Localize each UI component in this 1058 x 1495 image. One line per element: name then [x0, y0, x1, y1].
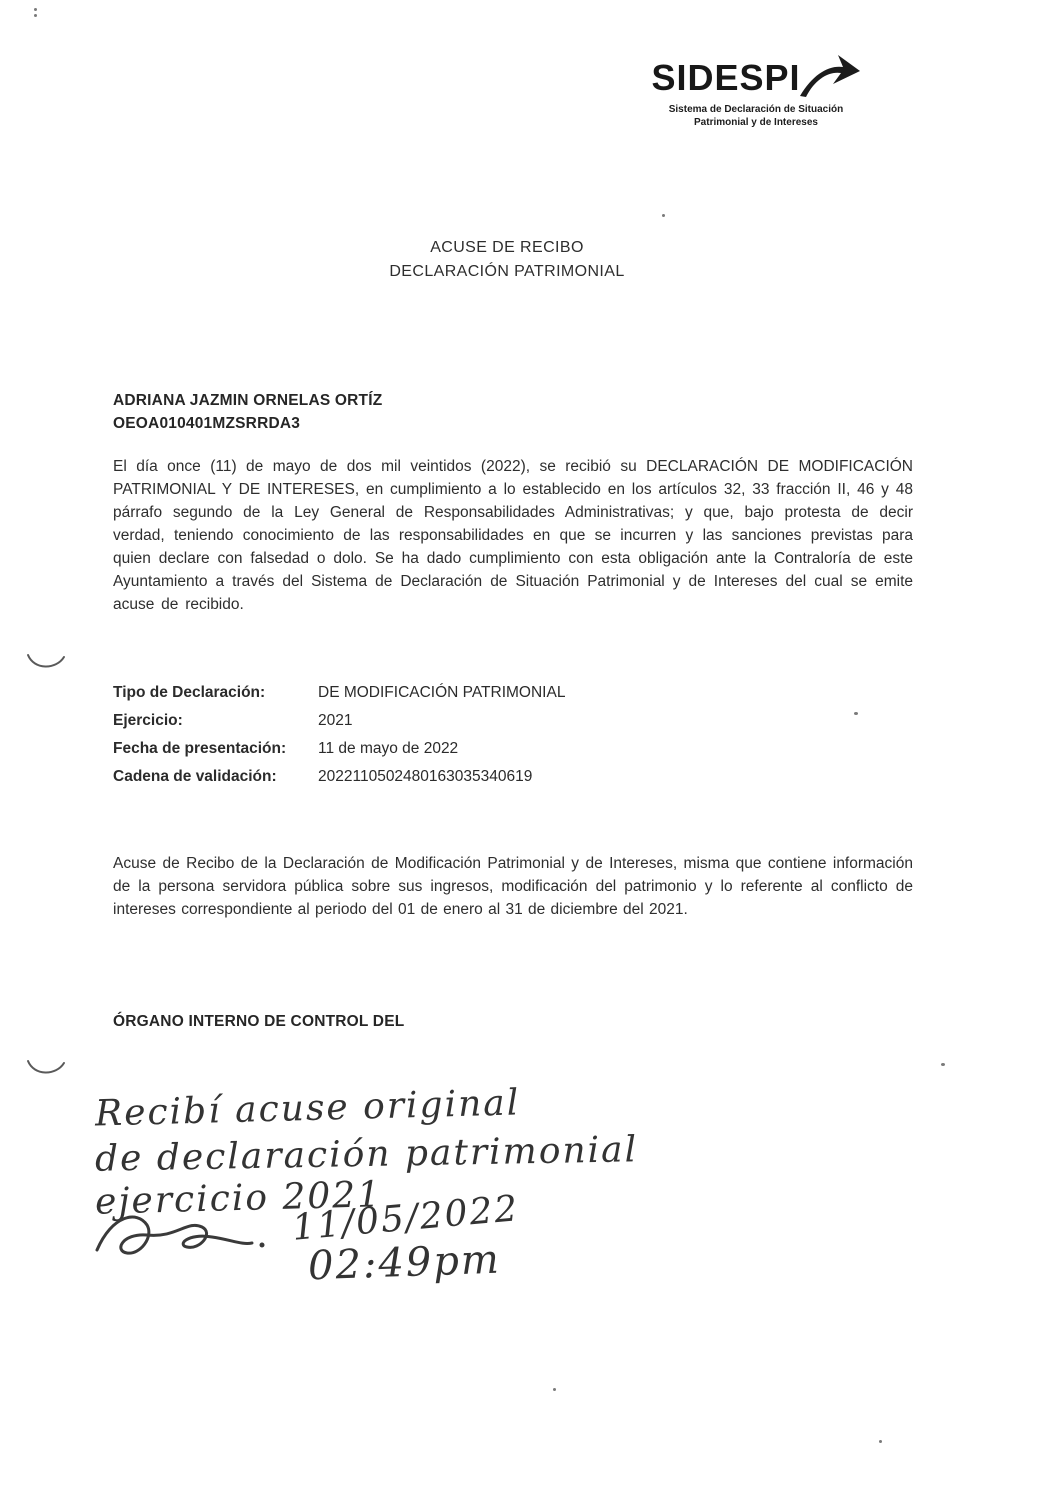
logo-subtitle-line2: Patrimonial y de Intereses: [694, 117, 818, 128]
declaration-fields: [113, 682, 565, 788]
logo-subtitle-line1: Sistema de Declaración de Situación: [668, 104, 844, 115]
sidespi-logo: [636, 58, 876, 129]
handwritten-time: 02:49pm: [307, 1236, 502, 1290]
body-paragraph-2: Acuse de Recibo de la Declaración de Modificación Patrimonial y de Intereses, misma que contiene información de la persona servidora pública sobre sus ingresos, modificación del patrimonio y lo referente al conflicto de intereses correspondiente al periodo del 01 de enero al 31 de diciembre del 2021.: [113, 855, 913, 918]
scan-speck: [553, 1388, 556, 1391]
logo-text: SIDESPI: [651, 57, 801, 98]
scan-speck: [879, 1440, 882, 1443]
swoosh-arrow-icon: [797, 52, 861, 103]
title-line-1: ACUSE DE RECIBO: [430, 239, 584, 256]
field-value-tipo: DE MODIFICACIÓN PATRIMONIAL: [318, 684, 566, 701]
scan-speck: [854, 712, 858, 715]
scan-speck: [941, 1063, 945, 1066]
title-line-2: DECLARACIÓN PATRIMONIAL: [389, 263, 625, 280]
field-label-fecha: Fecha de presentación:: [113, 740, 287, 757]
field-label-ejercicio: Ejercicio:: [113, 712, 183, 729]
field-label-tipo: Tipo de Declaración:: [113, 684, 266, 701]
field-value-cadena: 2022110502480163035340619: [318, 768, 533, 785]
signature-scribble-icon: [92, 1205, 282, 1270]
handwritten-line-3: ejercicio 2021: [94, 1174, 383, 1223]
recipient-block: [113, 389, 382, 435]
field-label-cadena: Cadena de validación:: [113, 768, 277, 785]
document-title: [0, 236, 1036, 284]
handwritten-date: 11/05/2022: [290, 1188, 521, 1249]
body-paragraph-1: El día once (11) de mayo de dos mil veintidos (2022), se recibió su DECLARACIÓN DE MODIFICACIÓN PATRIMONIAL Y DE INTERESES, en cumplimiento a lo establecido en los artículos 32, 33 fracción II, 46 y 48 párrafo segundo de la Ley General de Responsabilidades Administrativas; y que, bajo protesta de decir verdad, teniendo conocimiento de las responsabilidades en que se incurren y las sanciones previstas para quien declare con falsedad o dolo. Se ha dado cumplimiento con esta obligación ante la Contraloría de este Ayuntamiento a través del Sistema de Declaración de Situación Patrimonial y de Intereses del cual se emite acuse de recibido.: [113, 458, 913, 613]
scan-curve-mark-2: [26, 1058, 66, 1085]
scan-speck: [34, 8, 37, 11]
recipient-id: OEOA010401MZSRRDA3: [113, 415, 301, 432]
scan-speck: [662, 214, 665, 217]
recipient-name: ADRIANA JAZMIN ORNELAS ORTÍZ: [113, 392, 383, 409]
handwritten-line-1: Recibí acuse original: [94, 1082, 521, 1135]
logo-row: [636, 58, 876, 103]
field-value-fecha: 11 de mayo de 2022: [318, 740, 459, 757]
field-value-ejercicio: 2021: [318, 712, 353, 729]
scan-curve-mark-1: [26, 652, 66, 679]
scan-speck: [34, 14, 37, 17]
handwritten-line-2: de declaración patrimonial: [94, 1129, 639, 1180]
organ-heading: ÓRGANO INTERNO DE CONTROL DEL: [113, 1013, 405, 1030]
